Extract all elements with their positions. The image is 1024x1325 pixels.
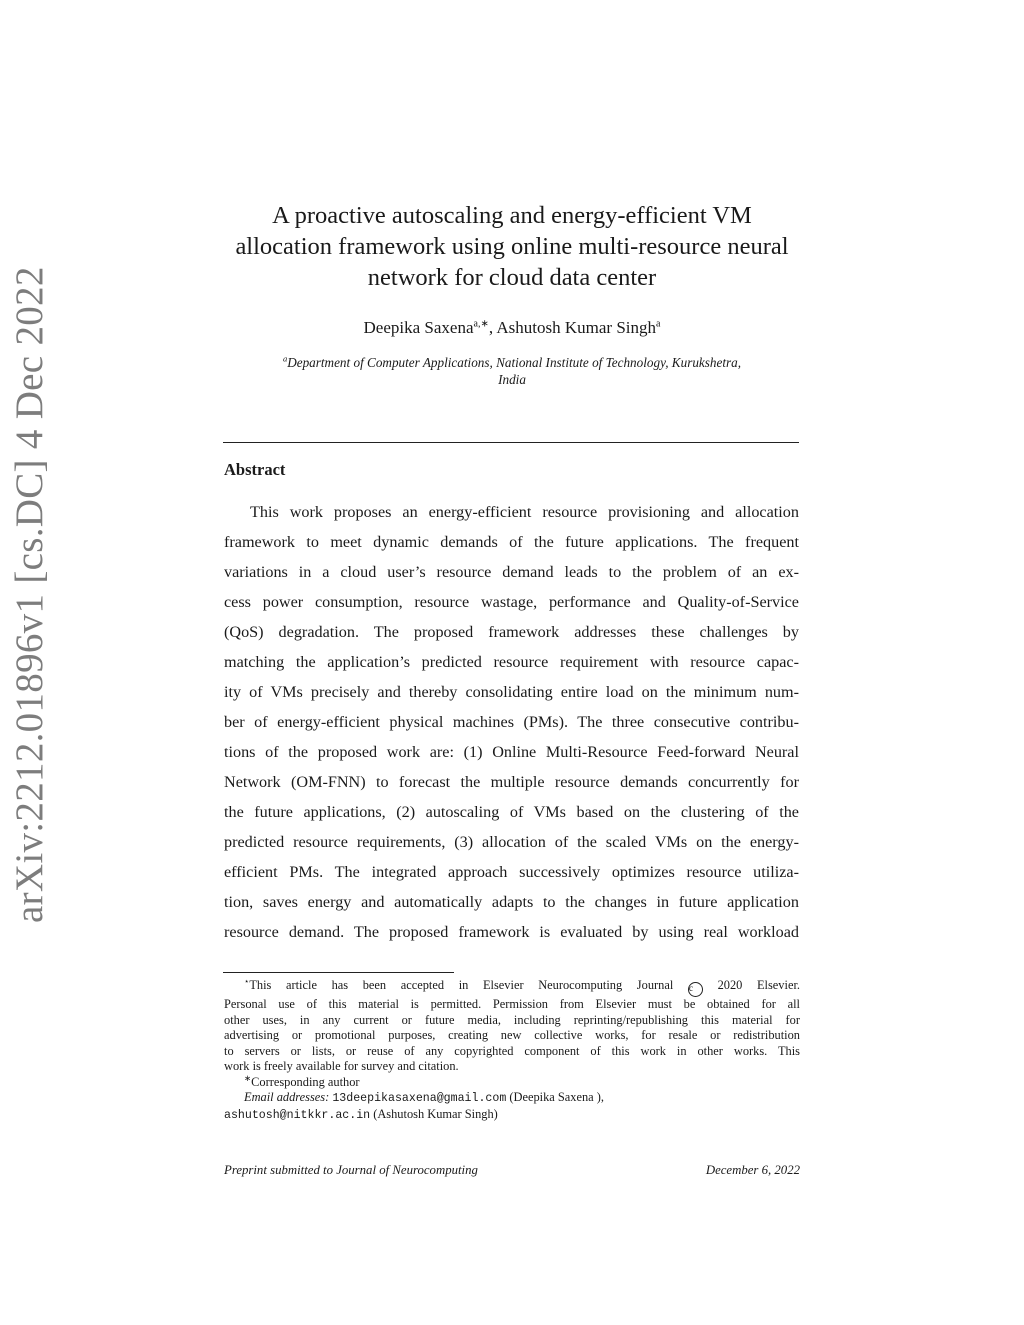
email-line: [224, 1107, 800, 1124]
abstract-top-rule: [223, 442, 799, 443]
email-address[interactable]: ashutosh@nitkkr.ac.in: [224, 1108, 371, 1122]
affiliation-line: Department of Computer Applications, National Institute of Technology, Kurukshetra,: [287, 355, 742, 370]
footnote-line: other uses, in any current or future media, including reprinting/republishing this material for: [224, 1012, 800, 1027]
corresponding-mark: ∗: [244, 1072, 252, 1083]
footnote-star-line: [224, 975, 800, 997]
abstract-body: [224, 497, 799, 947]
abstract-line: matching the application’s predicted resource requirement with resource capac-: [224, 653, 799, 671]
footnote-text: This article has been accepted in Elsevier Neurocomputing Journal: [249, 978, 674, 992]
abstract-line: framework to meet dynamic demands of the future applications. The frequent: [224, 533, 799, 551]
footnote-text: 2020 Elsevier.: [717, 978, 800, 992]
abstract-line: (QoS) degradation. The proposed framework addresses these challenges by: [224, 623, 799, 641]
preprint-note: Preprint submitted to Journal of Neurocomputing: [224, 1163, 478, 1177]
abstract-line: the future applications, (2) autoscaling of VMs based on the clustering of the: [224, 803, 799, 821]
email-owner: (Deepika Saxena ),: [509, 1090, 604, 1104]
footnote-line: to servers or lists, or reuse of any copyrighted component of this work in other works. This: [224, 1043, 800, 1058]
title-line: allocation framework using online multi-resource neural: [235, 233, 789, 260]
abstract-line: tions of the proposed work are: (1) Online Multi-Resource Feed-forward Neural: [224, 743, 799, 761]
title-line: A proactive autoscaling and energy-efficient VM: [272, 202, 752, 229]
abstract-line: variations in a cloud user’s resource demand leads to the problem of an ex-: [224, 563, 799, 581]
abstract-line: cess power consumption, resource wastage, performance and Quality-of-Service: [224, 593, 799, 611]
corresponding-author-note: [224, 1072, 800, 1091]
email-line: [224, 1090, 800, 1107]
abstract-line: ber of energy-efficient physical machines (PMs). The three consecutive contribu-: [224, 713, 799, 731]
author-mark: a,∗: [473, 318, 489, 330]
author-separator: ,: [488, 318, 497, 337]
abstract-line: tion, saves energy and automatically adapts to the changes in future application: [224, 893, 799, 911]
author-name: Ashutosh Kumar Singh: [496, 318, 657, 337]
affiliation-mark: a: [282, 353, 288, 364]
author-mark: a: [656, 318, 661, 330]
title-line: network for cloud data center: [367, 264, 657, 291]
footnote-line: advertising or promotional purposes, creating new collective works, for resale or redistribution: [224, 1028, 800, 1042]
email-owner: (Ashutosh Kumar Singh): [373, 1106, 498, 1121]
email-address[interactable]: 13deepikasaxena@gmail.com: [332, 1092, 507, 1105]
footnote-rule: [223, 972, 454, 973]
abstract-line: efficient PMs. The integrated approach successively optimizes resource utiliza-: [224, 863, 799, 881]
email-label: Email addresses:: [244, 1090, 330, 1104]
abstract-line: This work proposes an energy-efficient resource provisioning and allocation: [250, 503, 799, 521]
author-list: [210, 318, 814, 338]
abstract-line: ity of VMs precisely and thereby consolidating entire load on the minimum num-: [224, 683, 799, 701]
author-name: Deepika Saxena: [363, 318, 474, 337]
footnotes: [224, 975, 800, 1123]
paper-title: [210, 200, 814, 293]
abstract-line: Network (OM-FNN) to forecast the multiple resource demands concurrently for: [224, 773, 799, 791]
footnote-line: Personal use of this material is permitted. Permission from Elsevier must be obtained for all: [224, 997, 800, 1011]
arxiv-identifier-stamp: arXiv:2212.01896v1 [cs.DC] 4 Dec 2022: [8, 266, 51, 923]
footnote-star-mark: ⋆: [244, 975, 250, 986]
affiliation: [222, 354, 802, 388]
affiliation-line: India: [498, 372, 526, 387]
preprint-date: December 6, 2022: [705, 1163, 800, 1177]
abstract-line: resource demand. The proposed framework is evaluated by using real workload: [224, 923, 799, 941]
abstract-line: predicted resource requirements, (3) allocation of the scaled VMs on the energy-: [224, 833, 799, 851]
corresponding-text: Corresponding author: [251, 1074, 360, 1089]
footnote-line: work is freely available for survey and citation.: [224, 1059, 459, 1073]
abstract-heading: Abstract: [224, 460, 286, 479]
copyright-icon: c: [688, 982, 703, 997]
